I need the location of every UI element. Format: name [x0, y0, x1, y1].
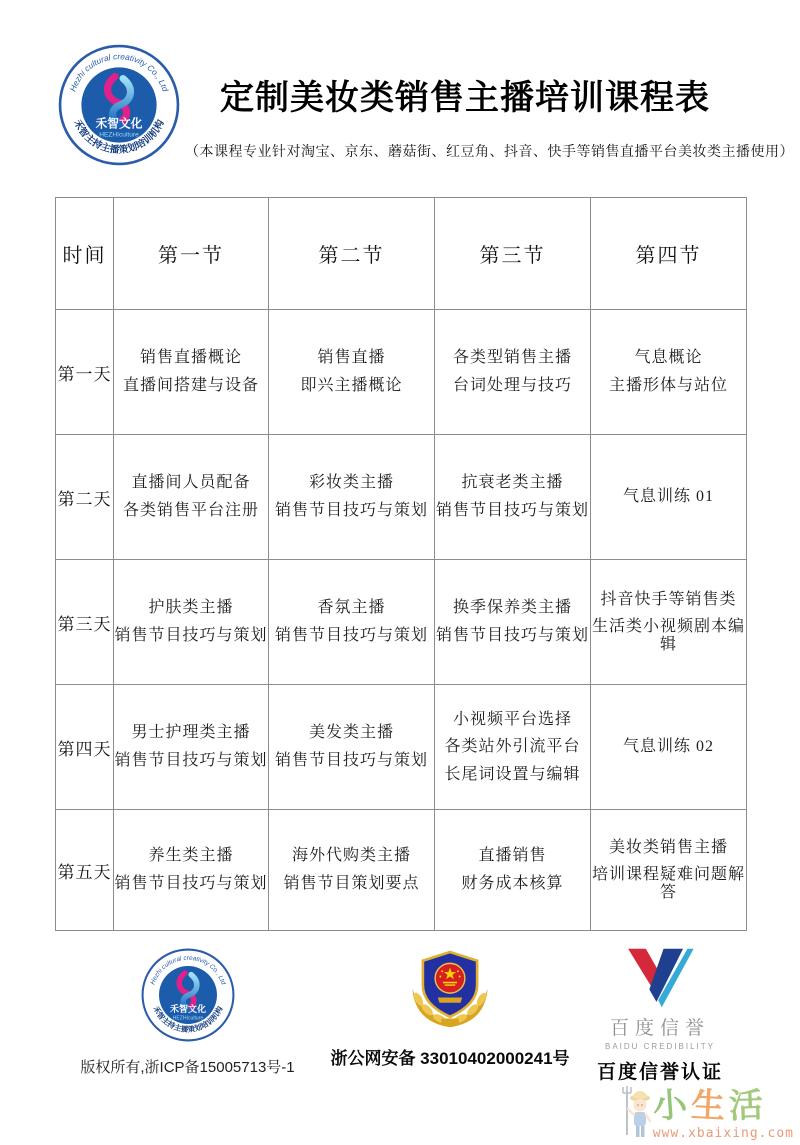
course-cell	[591, 685, 747, 810]
course-line: 直播间搭建与设备	[122, 377, 259, 394]
course-cell	[114, 310, 269, 435]
course-line: 生活类小视频剧本编辑	[591, 618, 745, 653]
course-line: 海外代购类主播	[291, 847, 411, 865]
course-line: 销售节目技巧与策划	[114, 752, 268, 769]
course-line: 销售节目技巧与策划	[274, 627, 428, 644]
course-line: 主播形体与站位	[608, 377, 728, 394]
course-cell	[435, 310, 591, 435]
page-title: 定制美妆类销售主播培训课程表	[220, 80, 710, 117]
course-line: 直播销售	[478, 847, 547, 865]
header	[185, 70, 794, 161]
table-row	[56, 810, 747, 931]
course-line: 彩妆类主播	[308, 474, 394, 492]
course-line: 销售节目技巧与策划	[274, 752, 428, 769]
baidu-name-cn: 百度信誉	[609, 1018, 710, 1039]
day-label: 第四天	[56, 685, 114, 810]
course-line: 销售节目技巧与策划	[114, 875, 268, 892]
watermark-char: 活	[728, 1085, 764, 1127]
col-header-session-3: 第三节	[435, 198, 591, 310]
course-line: 香氛主播	[317, 599, 386, 617]
farmer-mascot-icon	[621, 1085, 653, 1141]
course-line: 抖音快手等销售类	[600, 590, 737, 608]
course-line: 直播间人员配备	[131, 474, 251, 492]
baidu-name-en: BAIDU CREDIBILITY	[604, 1042, 715, 1051]
course-line: 各类销售平台注册	[122, 502, 259, 519]
page-subtitle: （本课程专业针对淘宝、京东、蘑菇街、红豆角、抖音、快手等销售直播平台美妆类主播使用）	[185, 145, 794, 160]
hezhi-logo-small	[141, 948, 235, 1042]
course-cell	[591, 810, 747, 931]
day-label: 第一天	[56, 310, 114, 435]
course-cell	[435, 435, 591, 560]
table-row	[56, 310, 747, 435]
course-line: 销售节目技巧与策划	[435, 502, 589, 519]
course-line: 小视频平台选择	[452, 710, 572, 728]
col-header-session-4: 第四节	[591, 198, 747, 310]
footer	[0, 945, 800, 1083]
course-line: 美妆类销售主播	[608, 838, 728, 856]
schedule-table	[55, 197, 747, 931]
course-line: 气息训练 02	[622, 738, 714, 756]
course-cell	[591, 560, 747, 685]
course-line: 销售节目策划要点	[283, 875, 420, 892]
baidu-cert-text: 百度信誉认证	[596, 1062, 723, 1083]
course-line: 美发类主播	[308, 724, 394, 742]
course-cell	[591, 310, 747, 435]
police-record-text: 浙公网安备 33010402000241号	[330, 1049, 570, 1068]
course-line: 销售节目技巧与策划	[274, 502, 428, 519]
course-cell	[269, 310, 435, 435]
baidu-credibility-logo	[624, 947, 696, 1009]
table-row	[56, 685, 747, 810]
footer-police-block	[330, 945, 570, 1069]
course-cell	[435, 560, 591, 685]
course-line: 气息概论	[634, 349, 703, 367]
day-label: 第五天	[56, 810, 114, 931]
course-line: 培训课程疑难问题解答	[591, 866, 745, 901]
course-line: 各类站外引流平台	[444, 738, 581, 756]
course-cell	[269, 435, 435, 560]
course-cell	[435, 685, 591, 810]
footer-baidu-block	[585, 947, 735, 1084]
course-cell	[435, 810, 591, 931]
col-header-session-1: 第一节	[114, 198, 269, 310]
course-cell	[269, 685, 435, 810]
course-cell	[269, 560, 435, 685]
course-line: 护肤类主播	[148, 599, 234, 617]
course-cell	[114, 685, 269, 810]
watermark-char: 小	[651, 1084, 689, 1128]
site-watermark	[621, 1085, 794, 1141]
police-badge-icon	[406, 945, 494, 1029]
course-line: 长尾词设置与编辑	[444, 765, 581, 783]
course-line: 销售直播概论	[139, 349, 242, 367]
course-line: 各类型销售主播	[452, 349, 572, 367]
course-line: 销售直播	[317, 349, 386, 367]
course-line: 男士护理类主播	[131, 724, 251, 742]
course-line: 财务成本核算	[461, 875, 564, 892]
table-header-row	[56, 198, 747, 310]
col-header-time: 时间	[56, 198, 114, 310]
course-line: 换季保养类主播	[452, 599, 572, 617]
hezhi-logo	[58, 44, 180, 166]
watermark-char: 生	[689, 1085, 726, 1127]
col-header-session-2: 第二节	[269, 198, 435, 310]
course-cell	[269, 810, 435, 931]
day-label: 第三天	[56, 560, 114, 685]
course-line: 养生类主播	[148, 847, 234, 865]
course-line: 气息训练 01	[622, 488, 714, 506]
table-row	[56, 435, 747, 560]
footer-copyright-block	[80, 948, 295, 1077]
watermark-text	[651, 1084, 794, 1141]
course-line: 即兴主播概论	[300, 377, 403, 394]
course-line: 销售节目技巧与策划	[435, 627, 589, 644]
watermark-name	[651, 1084, 764, 1128]
course-line: 销售节目技巧与策划	[114, 627, 268, 644]
course-cell	[114, 810, 269, 931]
course-cell	[114, 560, 269, 685]
course-line: 抗衰老类主播	[461, 474, 564, 492]
copyright-text: 版权所有,浙ICP备15005713号-1	[80, 1059, 295, 1076]
table-row	[56, 560, 747, 685]
course-line: 台词处理与技巧	[452, 377, 572, 394]
course-cell	[114, 435, 269, 560]
course-cell	[591, 435, 747, 560]
watermark-url: www.xbaixing.com	[652, 1126, 794, 1141]
day-label: 第二天	[56, 435, 114, 560]
